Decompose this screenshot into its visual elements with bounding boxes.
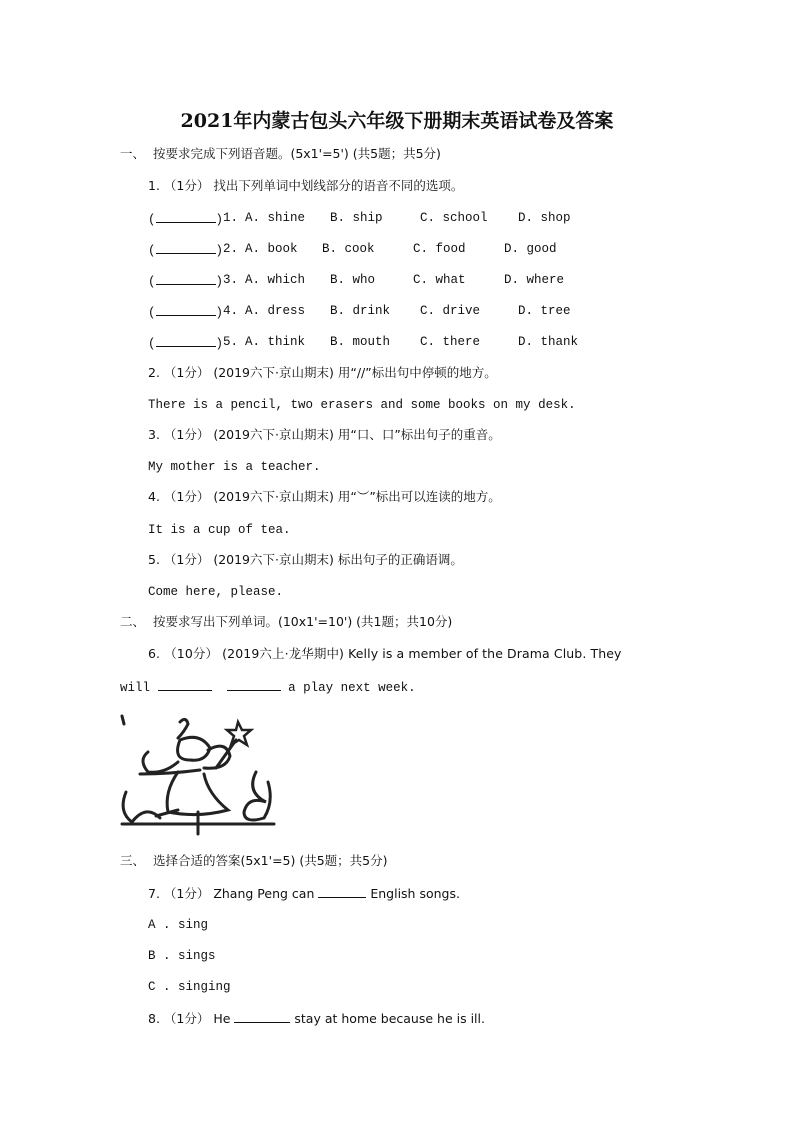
question-2-sentence: There is a pencil, two erasers and some books on my desk.: [148, 398, 576, 412]
answer-paren[interactable]: ( ): [148, 303, 223, 321]
question-3: 3. （1分） (2019六下·京山期末) 用“口、口”标出句子的重音。: [148, 427, 501, 442]
question-8: [148, 1010, 485, 1027]
q7-text-b: English songs.: [370, 886, 460, 901]
option-a: A. think: [245, 335, 306, 349]
option-d: D. shop: [518, 211, 571, 225]
q8-text-a: 8. （1分） He: [148, 1011, 231, 1026]
question-4-sentence: It is a cup of tea.: [148, 523, 291, 537]
option-b: B. cook: [322, 242, 375, 256]
answer-blank[interactable]: [318, 885, 366, 898]
answer-blank[interactable]: [158, 678, 212, 691]
q7-option-a[interactable]: A . sing: [148, 918, 209, 932]
option-b: B. ship: [330, 211, 383, 225]
section3-heading: 三、 选择合适的答案(5x1'=5) (共5题；共5分): [120, 853, 388, 868]
row-number: 4.: [223, 304, 239, 318]
row-number: 3.: [223, 273, 239, 287]
question-5: 5. （1分） (2019六下·京山期末) 标出句子的正确语调。: [148, 552, 463, 567]
question-5-sentence: Come here, please.: [148, 585, 284, 599]
question-2: 2. （1分） (2019六下·京山期末) 用“//”标出句中停顿的地方。: [148, 365, 497, 380]
option-a: A. book: [245, 242, 298, 256]
option-c: C. there: [420, 335, 481, 349]
option-d: D. thank: [518, 335, 579, 349]
page-title: 2021年内蒙古包头六年级下册期末英语试卷及答案: [180, 110, 614, 132]
option-b: B. mouth: [330, 335, 391, 349]
answer-blank[interactable]: [156, 334, 216, 347]
row-number: 2.: [223, 242, 239, 256]
answer-blank[interactable]: [156, 303, 216, 316]
answer-blank[interactable]: [156, 241, 216, 254]
option-c: C. food: [413, 242, 466, 256]
option-a: A. which: [245, 273, 306, 287]
answer-paren[interactable]: ( ): [148, 334, 223, 352]
q8-text-b: stay at home because he is ill.: [294, 1011, 485, 1026]
fairy-illustration: [118, 712, 278, 836]
q6-text-b: a play next week.: [288, 681, 416, 695]
option-b: B. drink: [330, 304, 391, 318]
answer-paren[interactable]: ( ): [148, 272, 223, 290]
question-6-continued: [120, 678, 416, 696]
question-1: 1. （1分） 找出下列单词中划线部分的语音不同的选项。: [148, 178, 464, 193]
option-b: B. who: [330, 273, 376, 287]
section1-heading: 一、 按要求完成下列语音题。(5x1'=5') (共5题；共5分): [120, 146, 441, 161]
option-d: D. where: [504, 273, 565, 287]
option-a: A. shine: [245, 211, 306, 225]
section2-heading: 二、 按要求写出下列单词。(10x1'=10') (共1题；共10分): [120, 614, 453, 629]
answer-blank[interactable]: [156, 272, 216, 285]
question-6: 6. （10分） (2019六上·龙华期中) Kelly is a member of the Drama Club. They: [148, 646, 622, 661]
option-d: D. good: [504, 242, 557, 256]
option-c: C. drive: [420, 304, 481, 318]
q7-option-b[interactable]: B . sings: [148, 949, 216, 963]
row-number: 5.: [223, 335, 239, 349]
question-3-sentence: My mother is a teacher.: [148, 460, 321, 474]
row-number: 1.: [223, 211, 239, 225]
q7-text-a: 7. （1分） Zhang Peng can: [148, 886, 315, 901]
q7-option-c[interactable]: C . singing: [148, 980, 231, 994]
option-d: D. tree: [518, 304, 571, 318]
answer-paren[interactable]: ( ): [148, 241, 223, 259]
answer-blank[interactable]: [227, 678, 281, 691]
question-4: 4. （1分） (2019六下·京山期末) 用“︶”标出可以连读的地方。: [148, 489, 501, 504]
option-c: C. what: [413, 273, 466, 287]
option-c: C. school: [420, 211, 488, 225]
question-7: [148, 885, 460, 902]
answer-blank[interactable]: [156, 210, 216, 223]
answer-paren[interactable]: ( ): [148, 210, 223, 228]
q6-text-a: will: [120, 681, 151, 695]
option-a: A. dress: [245, 304, 306, 318]
answer-blank[interactable]: [234, 1010, 290, 1023]
